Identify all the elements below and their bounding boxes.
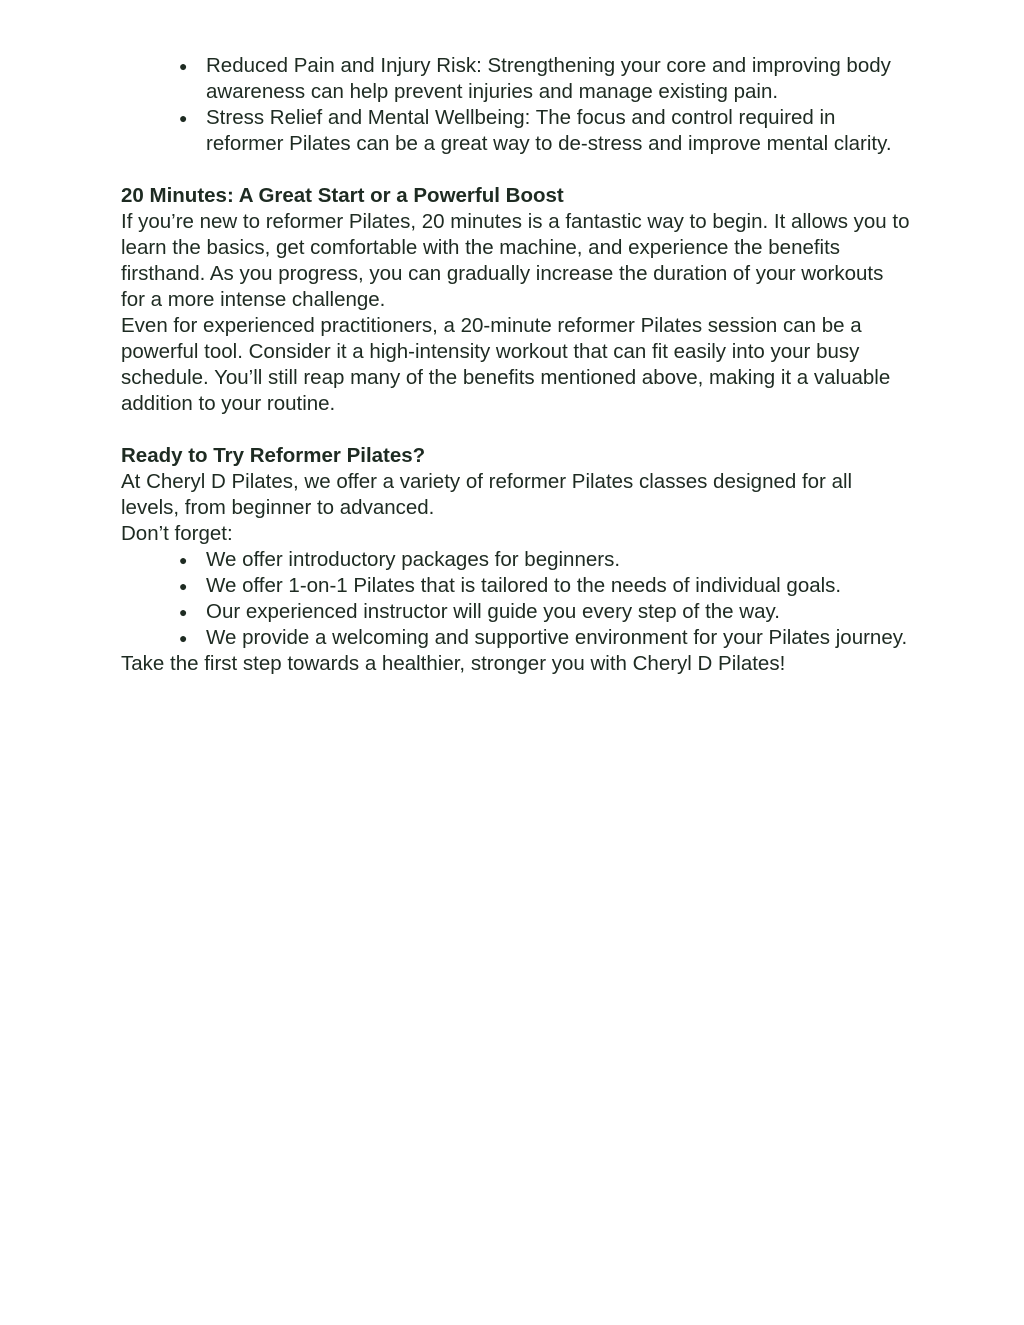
list-item-text: Stress Relief and Mental Wellbeing: The focus and control required in reformer Pilates can be a great way to de-stress and improve mental clarity.	[206, 106, 892, 155]
bullet-icon: ●	[179, 552, 188, 568]
paragraph-spacer	[121, 157, 911, 183]
list-item-text: We provide a welcoming and supportive environment for your Pilates journey.	[206, 626, 908, 649]
offer-list	[121, 547, 911, 651]
list-item	[179, 573, 911, 599]
bullet-icon: ●	[179, 630, 188, 646]
list-item-text: Reduced Pain and Injury Risk: Strengthening your core and improving body awareness can help prevent injuries and manage existing pain.	[206, 54, 891, 103]
section-heading-20-minutes: 20 Minutes: A Great Start or a Powerful Boost	[121, 184, 564, 207]
list-item-text: We offer introductory packages for beginners.	[206, 548, 621, 571]
list-item-text: Our experienced instructor will guide you every step of the way.	[206, 600, 780, 623]
bullet-icon: ●	[179, 110, 188, 126]
bullet-icon: ●	[179, 604, 188, 620]
closing-paragraph: Take the first step towards a healthier, stronger you with Cheryl D Pilates!	[121, 652, 786, 675]
benefits-list	[121, 53, 911, 157]
paragraph: Even for experienced practitioners, a 20-minute reformer Pilates session can be a powerful tool. Consider it a high-intensity workout that can fit easily into your busy schedule. You’ll still reap many of the benefits mentioned above, making it a valuable addition to your routine.	[121, 314, 891, 415]
bullet-icon: ●	[179, 578, 188, 594]
document-page	[121, 53, 911, 677]
bullet-icon: ●	[179, 58, 188, 74]
list-item-text: We offer 1-on-1 Pilates that is tailored to the needs of individual goals.	[206, 574, 842, 597]
list-item	[179, 599, 911, 625]
section-heading-ready: Ready to Try Reformer Pilates?	[121, 444, 426, 467]
list-item	[179, 105, 911, 157]
paragraph: Don’t forget:	[121, 522, 233, 545]
paragraph: If you’re new to reformer Pilates, 20 minutes is a fantastic way to begin. It allows you to learn the basics, get comfortable with the machine, and experience the benefits firsthand. As you progress, you can gradually increase the duration of your workouts for a more intense challenge.	[121, 210, 910, 311]
list-item	[179, 547, 911, 573]
paragraph: At Cheryl D Pilates, we offer a variety of reformer Pilates classes designed for all levels, from beginner to advanced.	[121, 470, 853, 519]
list-item	[179, 625, 911, 651]
paragraph-spacer	[121, 417, 911, 443]
list-item	[179, 53, 911, 105]
